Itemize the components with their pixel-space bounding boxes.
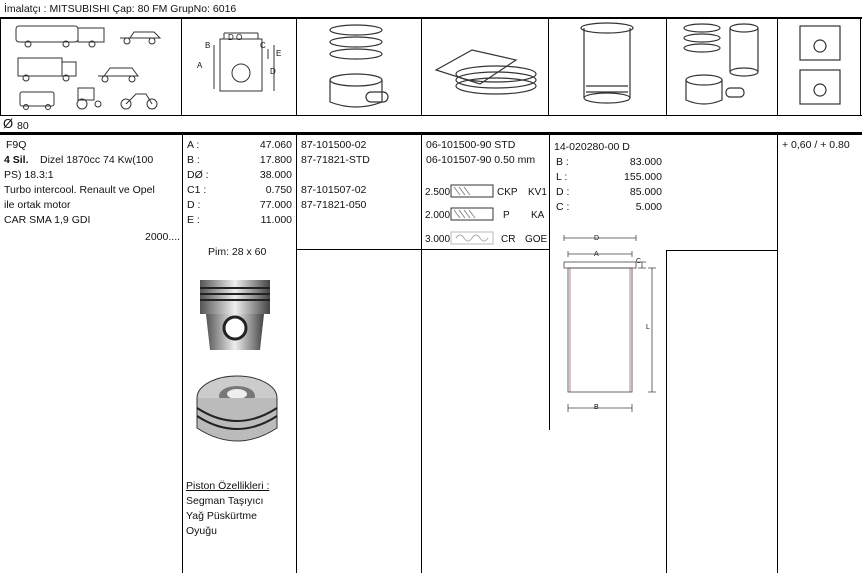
ring-code: KA xyxy=(531,210,545,221)
liner-part-number: 14-020280-00 D xyxy=(554,141,630,153)
liner-dim-value: 155.000 xyxy=(624,171,662,183)
ring-code: KV1 xyxy=(528,187,547,198)
rule-v4 xyxy=(548,17,549,116)
engine-spec-line3: Turbo intercool. Renault ve Opel xyxy=(4,184,155,196)
ring-part-number: 06-101507-90 0.50 mm xyxy=(426,154,536,166)
diagram-label-a: A xyxy=(197,61,203,70)
vehicle-types-icon xyxy=(12,22,177,112)
rule-images-bottom xyxy=(0,115,862,116)
engine-spec-line2: PS) 18.3:1 xyxy=(4,169,54,181)
liner-diagram-label-b: B xyxy=(594,404,599,411)
rule-lh1 xyxy=(296,249,549,250)
piston-features-title: Piston Özellikleri : xyxy=(186,480,270,492)
engine-spec-line1: Dizel 1870cc 74 Kw(100 xyxy=(40,154,154,166)
dim-value: 47.060 xyxy=(259,139,292,151)
piston-feature-line2: Yağ Püskürtme xyxy=(186,510,258,522)
oversize-options: + 0,60 / + 0.80 xyxy=(782,139,850,151)
piston-kit-icon xyxy=(680,20,770,115)
dim-value: 11.000 xyxy=(260,214,292,226)
engine-year: 2000.... xyxy=(145,231,181,243)
ring-part-number: 06-101500-90 STD xyxy=(426,139,516,151)
ring-size: 2.000 xyxy=(425,210,451,221)
dim-label: E : xyxy=(187,214,200,226)
rule-section xyxy=(0,132,862,135)
liner-dim-value: 85.000 xyxy=(629,186,662,198)
liner-dim-value: 83.000 xyxy=(629,156,662,168)
ring-size: 3.000 xyxy=(425,234,451,245)
ring-compression-icon xyxy=(450,183,494,199)
ring-scraper-icon xyxy=(450,206,494,222)
ring-type: CR xyxy=(501,234,516,245)
liner-diagram-label-c: C xyxy=(636,258,642,265)
dim-label: D : xyxy=(187,199,201,211)
liner-dim-label: D : xyxy=(556,186,570,198)
rule-lv1 xyxy=(182,135,183,573)
rule-left xyxy=(0,17,1,116)
rule-lv5 xyxy=(666,250,667,573)
ring-set-icon xyxy=(432,40,542,100)
ring-code: GOE xyxy=(525,234,548,245)
liner-diagram-label-a: A xyxy=(594,251,599,258)
diagram-label-d: D xyxy=(228,33,234,42)
engine-spec-line4: ile ortak motor xyxy=(4,199,71,211)
part-number: 87-71821-STD xyxy=(301,154,370,166)
dim-value: 0.750 xyxy=(265,184,292,196)
rule-lv4 xyxy=(549,135,550,430)
bore-symbol: Ø xyxy=(3,116,14,131)
liner-dim-label: B : xyxy=(556,156,569,168)
rule-lv3 xyxy=(421,135,422,573)
header-title: İmalatçı : MITSUBISHI Çap: 80 FM GrupNo: 6016 xyxy=(4,3,237,15)
rule-top xyxy=(0,17,862,19)
piston-top-image-icon xyxy=(192,368,282,458)
dim-value: 38.000 xyxy=(259,169,292,181)
diagram-label-o: O xyxy=(236,33,243,42)
dim-value: 17.800 xyxy=(259,154,292,166)
rule-v5 xyxy=(666,17,667,116)
dim-label: C1 : xyxy=(187,184,207,196)
piston-feature-line3: Oyuğu xyxy=(186,525,217,537)
ring-size: 2.500 xyxy=(425,187,451,198)
diagram-label-c: C xyxy=(260,41,266,50)
ring-type: CKP xyxy=(497,187,518,198)
rule-lv2 xyxy=(296,135,297,573)
part-number: 87-71821-050 xyxy=(301,199,367,211)
liner-dim-label: C : xyxy=(556,201,570,213)
liner-diagram-label-d: D xyxy=(594,235,600,242)
bore-value: 80 xyxy=(17,120,29,132)
piston-side-image-icon xyxy=(192,272,282,357)
liner-dim-value: 5.000 xyxy=(635,201,662,213)
diagram-label-b: B xyxy=(205,41,211,50)
rule-lh2 xyxy=(666,250,777,251)
part-number: 87-101500-02 xyxy=(301,139,367,151)
engine-spec-line5: CAR SMA 1,9 GDI xyxy=(4,214,91,226)
ring-type: P xyxy=(503,210,510,221)
piston-with-rings-icon xyxy=(320,22,400,114)
diagram-label-e: E xyxy=(276,49,282,58)
rule-v3 xyxy=(421,17,422,116)
part-number: 87-101507-02 xyxy=(301,184,367,196)
liner-dim-label: L : xyxy=(556,171,568,183)
cylinder-liner-icon xyxy=(572,20,642,115)
dim-label: B : xyxy=(187,154,200,166)
engine-cylinders: 4 Sil. xyxy=(4,154,29,166)
dim-label: DØ : xyxy=(187,169,209,181)
rule-v2 xyxy=(296,17,297,116)
diagram-label-dd: D xyxy=(270,67,276,76)
piston-feature-line1: Segman Taşıyıcı xyxy=(186,495,264,507)
rule-right xyxy=(860,17,861,116)
rule-v6 xyxy=(777,17,778,116)
dim-value: 77.000 xyxy=(259,199,292,211)
liner-diagram-label-l: L xyxy=(646,324,650,331)
rule-v1 xyxy=(181,17,182,116)
ring-oil-icon xyxy=(450,230,494,246)
pin-size: Pim: 28 x 60 xyxy=(208,246,267,258)
engine-code: F9Q xyxy=(6,139,27,151)
piston-top-bottom-icon xyxy=(794,22,854,112)
rule-lv6 xyxy=(777,135,778,573)
dim-label: A : xyxy=(187,139,200,151)
